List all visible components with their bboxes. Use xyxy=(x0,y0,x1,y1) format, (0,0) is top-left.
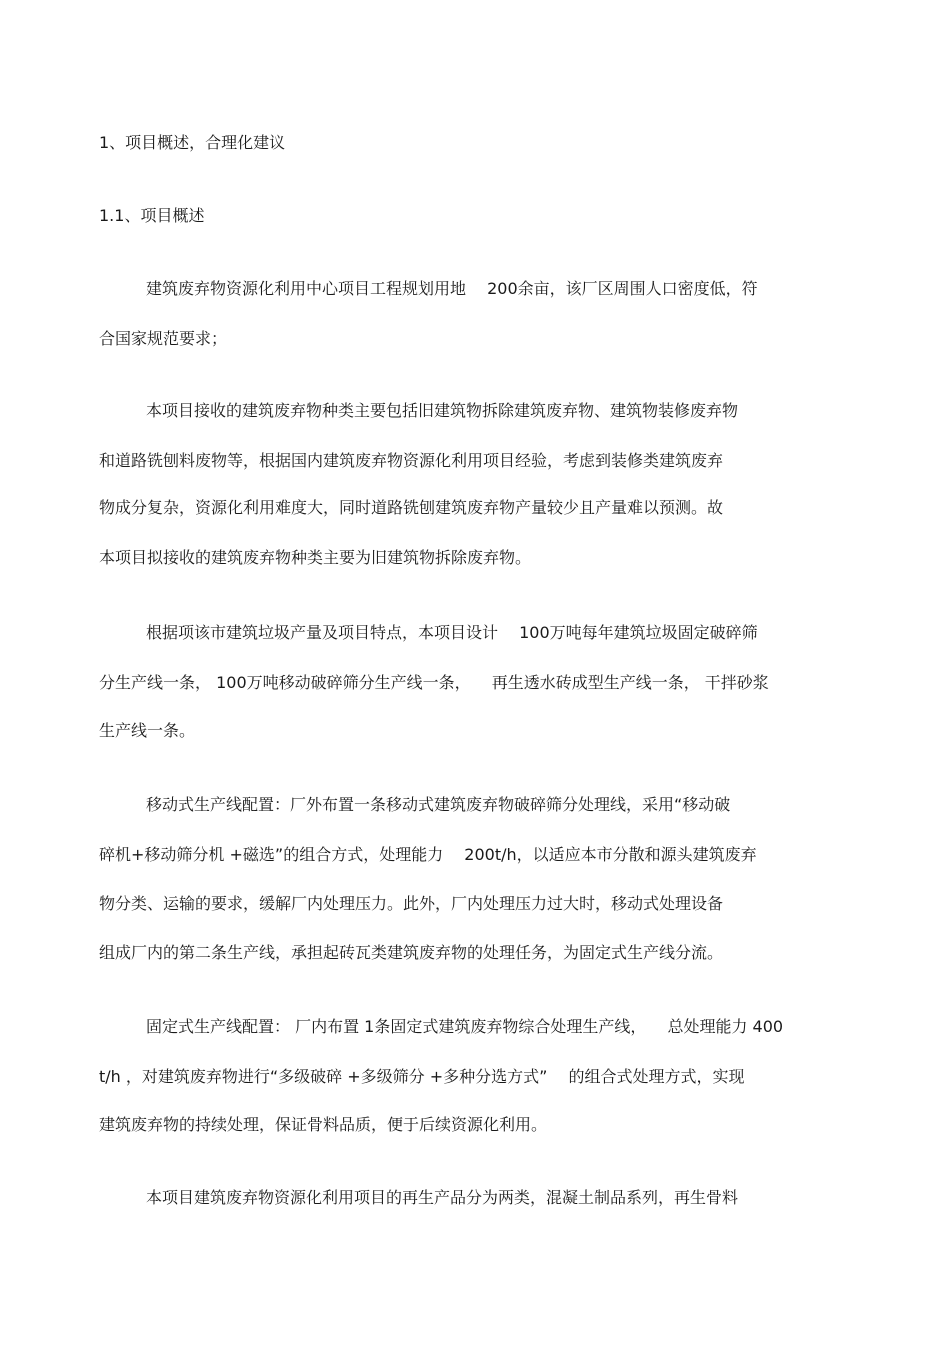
subsection-heading: 1.1、项目概述 xyxy=(99,206,205,225)
paragraph-line: 移动式生产线配置：厂外布置一条移动式建筑废弃物破碎筛分处理线，采用“移动破 xyxy=(146,795,731,814)
paragraph-line: 建筑废弃物资源化利用中心项目工程规划用地 200余亩，该厂区周围人口密度低，符 xyxy=(146,279,758,298)
paragraph-line: 生产线一条。 xyxy=(99,721,196,740)
paragraph-line: 建筑废弃物的持续处理，保证骨料品质，便于后续资源化利用。 xyxy=(99,1115,548,1134)
paragraph-line: 组成厂内的第二条生产线，承担起砖瓦类建筑废弃物的处理任务，为固定式生产线分流。 xyxy=(99,943,724,962)
paragraph-line: 物成分复杂，资源化利用难度大，同时道路铣刨建筑废弃物产量较少且产量难以预测。故 xyxy=(99,498,724,517)
paragraph-line: 分生产线一条， 100万吨移动破碎筛分生产线一条， 再生透水砖成型生产线一条， 干拌砂浆 xyxy=(99,673,769,692)
paragraph-line: 本项目建筑废弃物资源化利用项目的再生产品分为两类，混凝土制品系列，再生骨料 xyxy=(146,1188,739,1207)
paragraph-line: 根据项该市建筑垃圾产量及项目特点，本项目设计 100万吨每年建筑垃圾固定破碎筛 xyxy=(146,623,758,642)
paragraph-line: 本项目接收的建筑废弃物种类主要包括旧建筑物拆除建筑废弃物、建筑物装修废弃物 xyxy=(146,401,739,420)
paragraph-line: 合国家规范要求； xyxy=(99,329,228,348)
section-heading: 1、项目概述，合理化建议 xyxy=(99,133,286,152)
paragraph-line: 固定式生产线配置： 厂内布置 1条固定式建筑废弃物综合处理生产线， 总处理能力 400 xyxy=(146,1017,784,1036)
paragraph-line: 和道路铣刨料废物等，根据国内建筑废弃物资源化利用项目经验，考虑到装修类建筑废弃 xyxy=(99,451,724,470)
paragraph-line: 物分类、运输的要求，缓解厂内处理压力。此外，厂内处理压力过大时，移动式处理设备 xyxy=(99,894,724,913)
paragraph-line: t/h ，对建筑废弃物进行“多级破碎 +多级筛分 +多种分选方式” 的组合式处理方式，实现 xyxy=(99,1067,745,1086)
paragraph-line: 碎机+移动筛分机 +磁选”的组合方式，处理能力 200t/h，以适应本市分散和源头建筑废弃 xyxy=(99,845,757,864)
paragraph-line: 本项目拟接收的建筑废弃物种类主要为旧建筑物拆除废弃物。 xyxy=(99,548,532,567)
